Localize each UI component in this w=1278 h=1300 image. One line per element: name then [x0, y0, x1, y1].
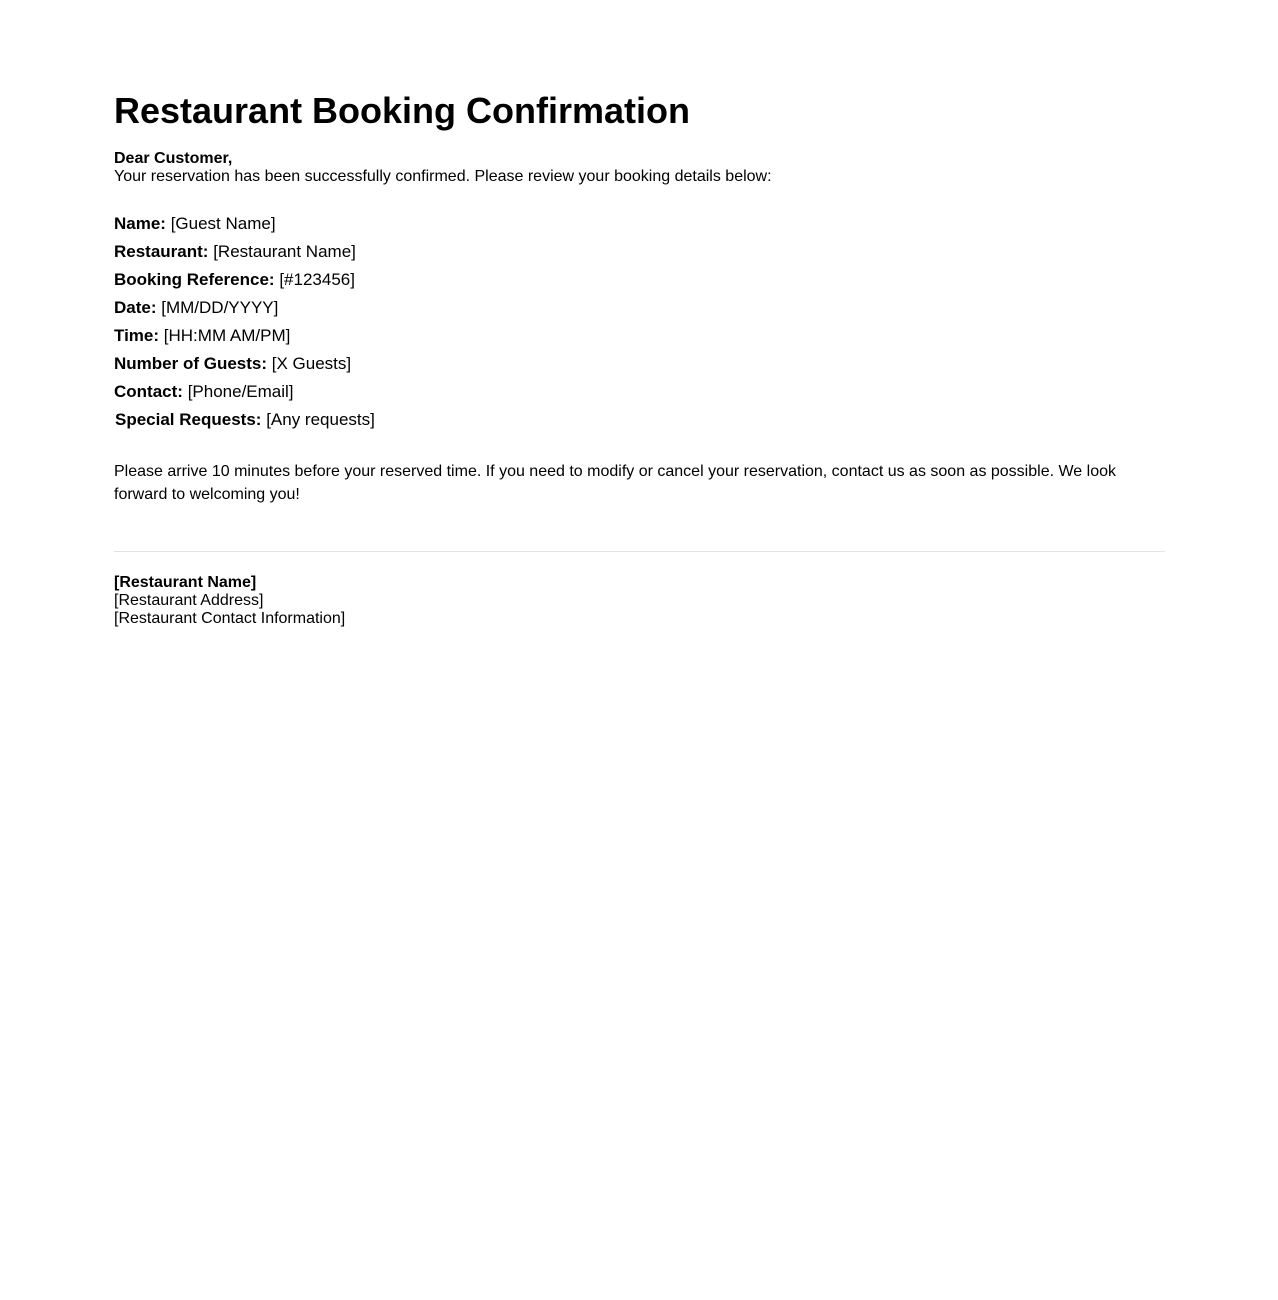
detail-row-restaurant — [114, 238, 1165, 266]
page-title: Restaurant Booking Confirmation — [114, 90, 691, 131]
footer-restaurant-address: [Restaurant Address] — [114, 592, 264, 609]
detail-row-date — [114, 294, 1165, 322]
detail-value: [#123456] — [279, 270, 355, 289]
detail-row-contact — [114, 378, 1165, 406]
confirmation-document — [114, 88, 1165, 628]
detail-row-booking-reference — [114, 266, 1165, 294]
detail-value: [MM/DD/YYYY] — [161, 298, 279, 317]
detail-row-number-of-guests — [114, 350, 1165, 378]
footer-restaurant-contact: [Restaurant Contact Information] — [114, 610, 346, 627]
detail-label: Name: — [114, 214, 166, 233]
detail-label: Time: — [114, 326, 160, 345]
footer-restaurant-name: [Restaurant Name] — [114, 574, 257, 591]
detail-row-time — [114, 322, 1165, 350]
detail-value: [Guest Name] — [170, 214, 276, 233]
detail-label: Date: — [114, 298, 157, 317]
detail-row-special-requests — [114, 406, 1165, 434]
booking-details — [114, 210, 1165, 434]
detail-value: [X Guests] — [271, 354, 352, 373]
detail-value: [Restaurant Name] — [213, 242, 356, 261]
detail-label: Booking Reference: — [114, 270, 275, 289]
footer — [114, 574, 1165, 628]
greeting: Dear Customer, — [114, 150, 233, 167]
detail-label: Restaurant: — [114, 242, 209, 261]
intro-text: Your reservation has been successfully confirmed. Please review your booking details below: — [114, 168, 772, 185]
arrival-notice: Please arrive 10 minutes before your reserved time. If you need to modify or cancel your reservation, contact us as soon as possible. We look forward to welcoming you! — [114, 463, 1116, 503]
detail-value: [Phone/Email] — [187, 382, 294, 401]
detail-value: [HH:MM AM/PM] — [163, 326, 291, 345]
divider — [114, 551, 1165, 552]
detail-label: Contact: — [114, 382, 183, 401]
detail-row-name — [114, 210, 1165, 238]
detail-value: [Any requests] — [266, 410, 375, 429]
detail-label: Number of Guests: — [114, 354, 268, 373]
detail-label: Special Requests: — [115, 410, 262, 429]
